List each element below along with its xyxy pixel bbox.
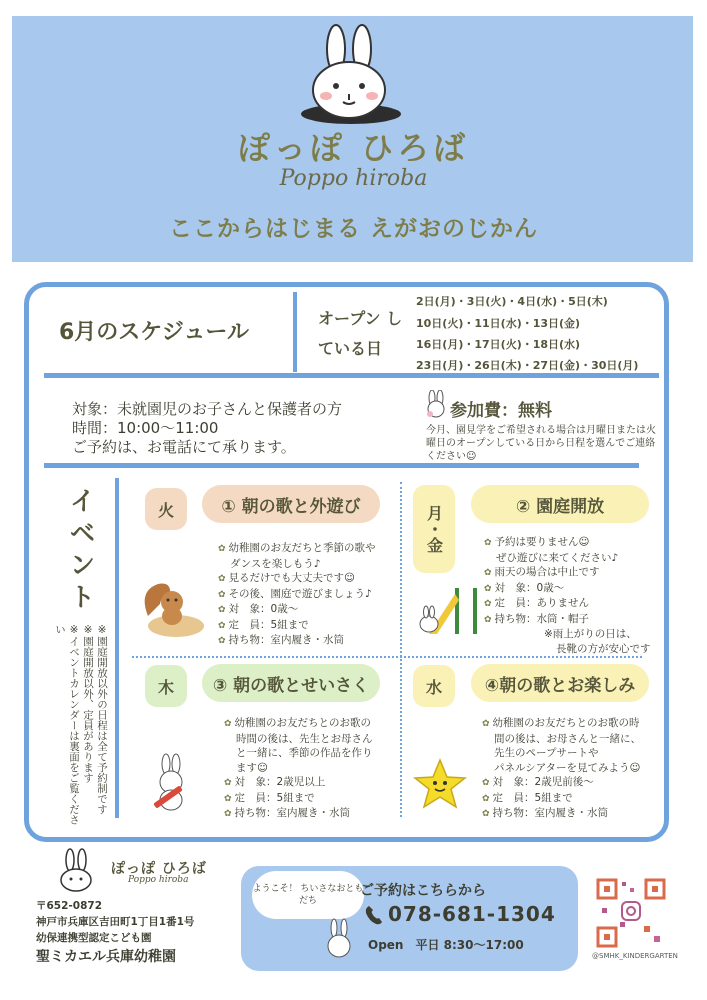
event-day-tuesday: 火 <box>145 488 187 530</box>
fee-label: 参加費：無料 <box>450 401 552 421</box>
star-icon: ✿ <box>482 809 490 819</box>
star-icon: ✿ <box>218 589 226 600</box>
open-date-line: 16日(月)・17日(火)・18日(水) <box>416 338 581 351</box>
bunny-drawing-icon <box>148 752 196 814</box>
event-day-wednesday: 水 <box>413 665 455 707</box>
divider <box>44 463 639 468</box>
open-date-line: 10日(火)・11日(水)・13日(金) <box>416 317 581 330</box>
event-title: ④朝の歌とお楽しみ <box>471 664 649 702</box>
open-date-line: 23日(月)・26日(木)・27日(金)・30日(月) <box>416 359 639 372</box>
slide-icon <box>415 580 485 642</box>
target-text: 対象：未就園児のお子さんと保護者の方 <box>72 400 343 418</box>
open-days-label: オープン している日 <box>318 309 403 358</box>
events-side-notes <box>53 624 109 829</box>
side-note: ※園庭開放以外の日程は全て予約制です <box>96 624 108 815</box>
page-title-roman: Poppo hiroba <box>279 166 428 191</box>
footer-logo-text: ぽっぽ ひろば <box>111 861 207 877</box>
side-note: ※イベントカレンダーは裏面をご覧ください <box>54 624 80 825</box>
school-type: 幼保連携型認定こども園 <box>36 932 152 944</box>
bunny-icon <box>425 390 447 418</box>
phone-icon <box>364 904 384 926</box>
event-details: ✿ 幼稚園のお友だちと季節の歌や ダンスを楽しもう♪ ✿ 見るだけでも大丈夫です☺ ✿ その後、園庭で遊びましょう♪ ✿ 対 象：0歳～ ✿ 定 員：5組まで ✿ 持ち物：室内履き・水筒 <box>218 542 376 646</box>
bunny-logo-icon <box>296 24 406 124</box>
star-icon: ✿ <box>484 614 492 625</box>
event-details: ✿ 幼稚園のお友だちとのお歌の 時間の後は、先生とお母さん と一緒に、季節の作品を作り ます☺ ✿ 対 象：2歳児以上 ✿ 定 員：5組まで ✿ 持ち物：室内履き・水筒 <box>224 717 373 819</box>
fee-note: 今月、園見学をご希望される場合は月曜日または火曜日のオープンしている日から日程を選んでご連絡ください☺ <box>426 425 656 462</box>
qr-code-icon[interactable] <box>596 878 666 948</box>
event-day-thursday: 木 <box>145 665 187 707</box>
footer-logo-roman: Poppo hiroba <box>128 875 189 885</box>
tagline: ここからはじまる えがおのじかん <box>168 216 538 242</box>
star-icon: ✿ <box>224 719 232 729</box>
star-icon: ✿ <box>218 636 226 646</box>
divider <box>400 482 402 817</box>
star-icon: ✿ <box>218 620 226 631</box>
reserve-text: ご予約は、お電話にて承ります。 <box>72 438 296 456</box>
instagram-handle[interactable]: @SMHK_KINDERGARTEN <box>592 952 678 960</box>
open-hours: Open 平日 8:30～17:00 <box>368 938 524 952</box>
star-icon: ✿ <box>224 793 232 804</box>
time-text: 時間：10:00～11:00 <box>72 419 219 437</box>
event-details: ✿ 予約は要りません☺ ぜひ遊びに来てください♪ ✿ 雨天の場合は中止です ✿ 対 象：0歳～ ✿ 定 員：ありません ✿ 持ち物：水筒・帽子 ※雨上がりの日は、 長靴の方が安心です <box>484 536 651 655</box>
star-icon: ✿ <box>218 574 226 584</box>
page-title: ぽっぽ ひろば <box>237 129 470 167</box>
event-day-mon-fri: 月・金 <box>413 485 455 573</box>
reservation-title: ご予約はこちらから <box>360 883 486 899</box>
star-icon: ✿ <box>218 605 226 615</box>
star-icon: ✿ <box>484 583 492 594</box>
open-date-line: 2日(月)・3日(火)・4日(水)・5日(木) <box>416 295 608 308</box>
event-title: ① 朝の歌と外遊び <box>202 485 380 523</box>
welcome-bubble: ようこそ！ ちいさなおともだち <box>252 871 364 919</box>
squirrel-icon <box>136 576 206 638</box>
bunny-icon <box>322 918 356 962</box>
star-icon: ✿ <box>484 538 492 548</box>
star-icon: ✿ <box>482 778 490 788</box>
school-name: 聖ミカエル兵庫幼稚園 <box>36 949 176 965</box>
star-icon: ✿ <box>224 778 232 788</box>
star-icon: ✿ <box>484 568 492 578</box>
event-title: ② 園庭開放 <box>471 485 649 523</box>
footer-bunny-logo-icon <box>52 848 100 892</box>
side-note: ※園庭開放以外、定員があります <box>82 624 94 783</box>
star-icon: ✿ <box>482 719 490 729</box>
event-title: ③ 朝の歌とせいさく <box>202 664 380 702</box>
divider <box>115 478 119 818</box>
postal-code: 〒652-0872 <box>36 900 102 912</box>
info-block <box>72 400 342 457</box>
divider <box>293 292 297 372</box>
phone-number[interactable]: 078-681-1304 <box>388 902 556 926</box>
star-icon: ✿ <box>484 599 492 609</box>
star-icon: ✿ <box>482 793 490 804</box>
divider <box>132 656 642 658</box>
address <box>36 898 194 946</box>
event-details: ✿ 幼稚園のお友だちとのお歌の時 間の後は、お母さんと一緒に、 先生のペープサートや パネルシアターを見てみよう☺ ✿ 対 象：2歳児前後～ ✿ 定 員：5組まで ✿ 持ち物：室内履き・水筒 <box>482 717 641 819</box>
events-heading: イベント <box>65 487 95 615</box>
divider <box>44 373 659 378</box>
star-icon: ✿ <box>224 809 232 819</box>
star-icon: ✿ <box>218 544 226 554</box>
star-character-icon <box>412 758 468 810</box>
street-address: 神戸市兵庫区吉田町1丁目1番1号 <box>36 916 195 928</box>
schedule-title: 6月のスケジュール <box>59 320 249 345</box>
